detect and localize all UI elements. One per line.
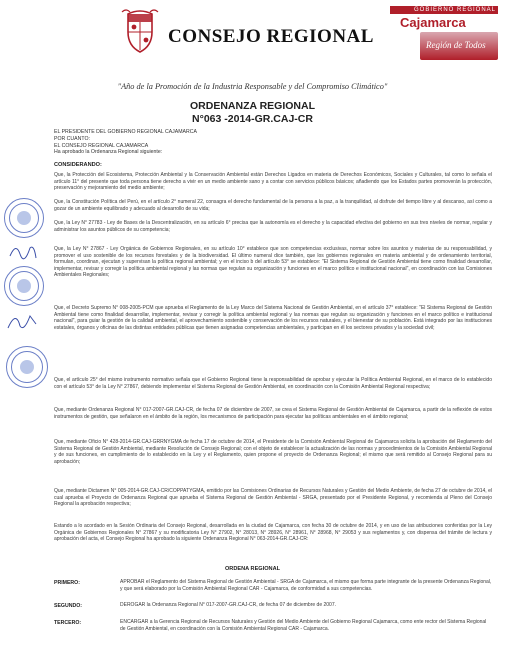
official-seal-stamp	[4, 198, 44, 238]
preamble-line: POR CUANTO:	[54, 135, 90, 142]
considerando-paragraph: Que, mediante Oficio N° 428-2014-GR.CAJ-GRRNYGMA de fecha 17 de octubre de 2014, el Presidente de la Comisión Ambiental Regional de Cajamarca solicita la aprobación del Reglamento del Sistema Regional de Gestión Ambiental, mediante Resolución de Consejo Regional; con el objeto de establecer la actualización de las normas y procedimientos de la Comisión Ambiental Regional y de sus funciones, en cumplimiento de lo establecido en la Ley y el Reglamento, quien propone el proyecto de Ordenanza Regional; el mismo que será remitido al Consejo Regional para su aprobación;	[54, 439, 492, 465]
official-seal-stamp	[6, 346, 48, 388]
preamble-line: EL PRESIDENTE DEL GOBIERNO REGIONAL CAJAMARCA	[54, 129, 197, 135]
gov-motto: Región de Todos	[426, 40, 486, 50]
considerando-paragraph: Estando a lo acordado en la Sesión Ordinaria del Consejo Regional, desarrollada en la ciudad de Cajamarca, con fecha 30 de octubre de 2014, y en uso de las atribuciones conferidas por la Ley Orgánica de Gobiernos Regionales N° 27867 y su modificatoria Ley N° 27902, N° 28013, N° 28926, N° 28961, N° 28968, N° 29053 y sus reglamentos y, con dispensa del trámite de lectura y aprobación del acta, el Consejo Regional ha aprobado la siguiente Ordenanza Regional N° 063-2014-GR.CAJ-CR:	[54, 523, 492, 543]
considerando-paragraph: Que, el Decreto Supremo N° 008-2005-PCM que aprueba el Reglamento de la Ley Marco del Sistema Nacional de Gestión Ambiental, en el artículo 37° establece: "El Sistema Regional de Gestión Ambiental tiene como finalidad desarrollar, implementar, revisar y corregir la política ambiental regional y las normas que regulan su organización y funciones en el marco político e institucional nacional", para guiar la gestión de la calidad ambiental, el aprovechamiento sostenible y conservación de los recursos naturales, y el bienestar de su población. Está integrado por las instituciones estatales, órganos y oficinas de las distintas entidades públicas que tienen asignadas competencias ambientales, y participan en él los sectores privados y la sociedad civil;	[54, 305, 492, 331]
gov-label: GOBIERNO REGIONAL	[413, 7, 496, 13]
article-label: TERCERO:	[54, 620, 82, 626]
article-text: APROBAR el Reglamento del Sistema Regional de Gestión Ambiental - SRGA de Cajamarca, el mismo que forma parte integrante de la presente Ordenanza Regional, y que será elaborado por la Comisión Ambiental Regional CAR - Cajamarca, de conformidad a sus competencias.	[120, 579, 492, 592]
preamble-line: EL CONSEJO REGIONAL CAJAMARCA	[54, 142, 149, 149]
preamble	[54, 129, 197, 156]
article-text: ENCARGAR a la Gerencia Regional de Recursos Naturales y Gestión del Medio Ambiente del Gobierno Regional Cajamarca, como ente rector del Sistema Regional de Gestión Ambiental, en coordinación con la Comisión Ambiental Regional CAR - Cajamarca.	[120, 619, 487, 632]
gov-motto-banner	[420, 32, 498, 60]
ordinance-number: N°063 -2014-GR.CAJ-CR	[192, 113, 313, 125]
considerando-paragraph: Que, el artículo 25° del mismo instrumento normativo señala que el Gobierno Regional tiene la responsabilidad de aprobar y ejecutar la Política Ambiental Regional, en el marco de lo establecido con el artículo 53° de la Ley N° 27867, debiendo implementar el Sistema Regional de Gestión Ambiental, en coordinación con la Comisión Ambiental Regional respectiva;	[54, 377, 492, 390]
considerando-heading: CONSIDERANDO:	[54, 162, 102, 168]
article-label: PRIMERO:	[54, 580, 80, 586]
gov-name: Cajamarca	[400, 15, 466, 30]
signature-mark	[8, 240, 38, 262]
considerando-paragraph: Que, la Constitución Política del Perú, en el artículo 2° numeral 22, consagra el derecho fundamental de la persona a la paz, a la tranquilidad, al disfrute del tiempo libre y al descanso, así como a gozar de un ambiente equilibrado y adecuado al desarrollo de su vida;	[54, 199, 492, 212]
coat-of-arms-icon	[120, 6, 160, 54]
considerando-paragraph: Que, la Ley N° 27783 - Ley de Bases de la Descentralización, en su artículo 6° precisa que la autonomía es el derecho y la capacidad efectiva del gobierno en sus tres niveles de normar, regular y administrar los asuntos públicos de su competencia;	[54, 220, 492, 233]
article-text: DEROGAR la Ordenanza Regional N° 017-2007-GR.CAJ-CR, de fecha 07 de diciembre de 2007.	[120, 602, 336, 608]
year-motto: "Año de la Promoción de la Industria Responsable y del Compromiso Climático"	[117, 82, 388, 91]
considerando-paragraph: Que, mediante Dictamen N° 005-2014-GR.CAJ-CR/COPPATYGMA, emitido por las Comisiones Ordinarias de Recursos Naturales y Gestión del Medio Ambiente, de fecha 27 de octubre de 2014, el cual aprueba el Proyecto de Ordenanza Regional que aprueba el Sistema Regional de Gestión Ambiental - SRGA, presentado por el Presidente Regional, y recomienda al Pleno del Consejo Regional la aprobación respectiva;	[54, 488, 492, 508]
header-title: CONSEJO REGIONAL	[168, 26, 374, 47]
official-seal-stamp	[4, 266, 44, 306]
preamble-line: Ha aprobado la Ordenanza Regional siguiente:	[54, 149, 163, 156]
signature-mark	[6, 310, 38, 334]
considerando-paragraph: Que, la Protección del Ecosistema, Protección Ambiental y la Conservación Ambiental están Derechos Ligados en materia de Derechos Económicos, Sociales y Culturales, tal como lo señala el artículo 11° del presente que toda persona tiene derecho a vivir en un medio ambiente sano y a contar con servicios públicos básicos; añadiendo que los Estados partes promoverán la protección, preservación y mejoramiento del medio ambiente;	[54, 172, 492, 192]
article-label: SEGUNDO:	[54, 603, 82, 609]
considerando-paragraph: Que, mediante Ordenanza Regional N° 017-2007-GR.CAJ-CR, de fecha 07 de diciembre de 2007, se crea el Sistema Regional de Gestión Ambiental de Cajamarca, a partir de la reflexión de estos instrumentos de gestión, que señalaron en el ámbito de la región, los mecanismos de participación para ejecutar las políticas ambientales en el ámbito regional;	[54, 407, 492, 420]
ordena-heading: ORDENA REGIONAL	[224, 566, 281, 572]
considerando-paragraph: Que, la Ley N° 27867 - Ley Orgánica de Gobiernos Regionales, en su artículo 10° establece que son competencias exclusivas, normar sobre los asuntos y materias de su responsabilidad, y promover el uso sostenible de los recursos forestales y de la biodiversidad. El último numeral dice también, que los gobiernos regionales en materia ambiental y de ordenamiento territorial, formulan, coordinan, ejecutan y supervisan la política regional ambiental; y en el inciso b del artículo 53° se establece: "El Sistema Regional de Gestión Ambiental tiene como finalidad desarrollar, implementar, revisar y corregir la política ambiental regional y las normas que regulan su organización y funciones en el marco político e institucional nacional", en coordinación con las Comisiones Ambientales Regionales;	[54, 246, 492, 279]
ordinance-title: ORDENANZA REGIONAL	[189, 100, 316, 112]
